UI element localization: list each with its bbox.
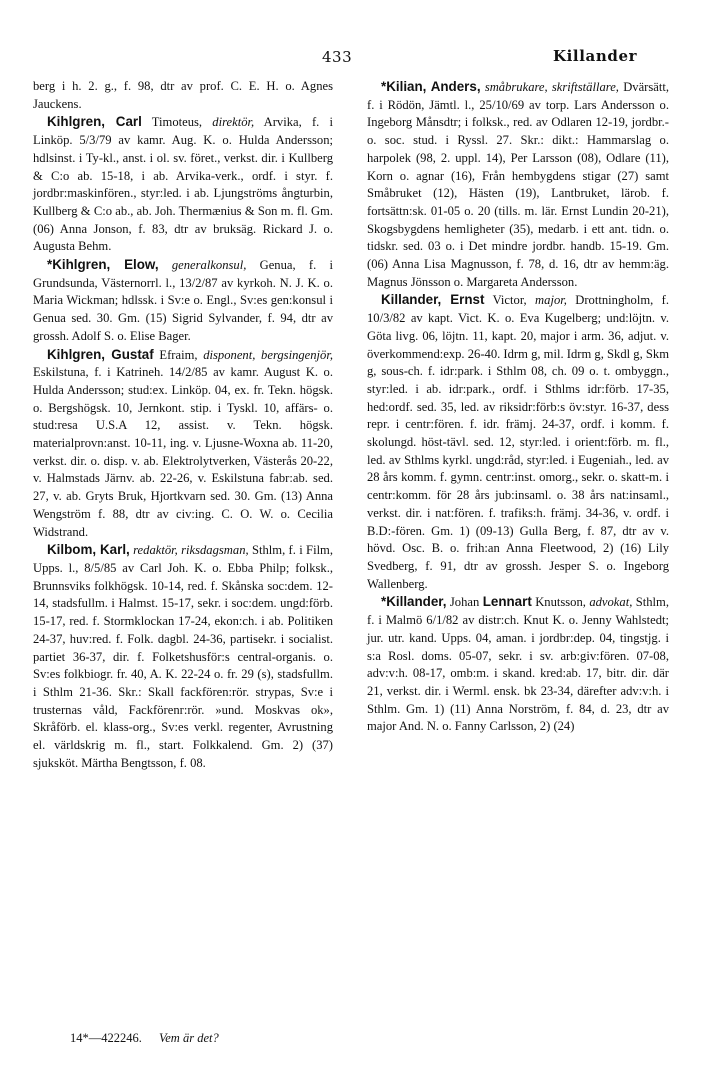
entry-text: Genua, f. i Grundsunda, Västernorrl. l., 13/2/87 av kyrkoh. N. J. K. o. Maria Wickman; hdlssk. i Sv:e o. Engl., Sv:es gen:konsul i Genua sed. 30. Gm. (15) Sigrid Sylvander, f. 94, dtr av grossh. Adolf S. o. Elise Bager. — [33, 258, 334, 343]
page-number: 433 — [322, 48, 353, 66]
footer — [70, 1031, 219, 1046]
entry-name: *Kilian, Anders, — [381, 79, 481, 94]
entry-name: Kihlgren, Carl — [47, 114, 142, 130]
right-column — [367, 78, 669, 736]
entry-text: Efraim, — [153, 347, 204, 362]
entry-name: *Killander, — [381, 594, 447, 610]
entry-name: Killander, Ernst — [381, 292, 485, 308]
entry-text: Dvärsätt, f. i Rödön, Jämtl. l., 25/10/69 av torp. Lars Andersson o. Ingeborg Månsdtr; i folksk., red. av Odlaren 12-19, jordbr.- o. soc. stud. i Ryssl. 27. Skr.: dikt.: Hammarslag o. harpolek (98, 2. uppl. 14), Per Larsson (08), Odlare (11), Korn o. agnar (16), Från hembygdens stigar (27) samt Småbruket (12), Hästen (19), Lantbruket, lärob. f. fortsättn:sk. 01-05 o. 20 (tills. m. lär. Ernst Lundin 20-21), Skogsbygdens hemligheter (35), medarb. i ett ant. tidn. o. tidskr. sed. 03 o. i Det mindre jordbr. handb. 15-19. Gm. (06) Anna Lisa Magnusson, f. 78, d. 16, dtr av hemm:äg. Magnus Jönsson o. Margareta Andersson. — [367, 80, 670, 289]
entry-text: Drottningholm, f. 10/3/82 av kapt. Vict. K. o. Eva Kugelberg; und:löjtn. v. Göta livg. 06, löjtn. 11, kapt. 20, major i arm. 36, adjut. v. överkommend:exp. 26-40. Idrm g, mil. Idrm g, Skdl g, Skm g, sous-ch. f. idr:park. i Sthlm 08, ch. 09 o. t. ombyggn., styr:led. i ab. idr:park., ordf. i Sthlms idr:förb. 17-35, hed:ordf. sed. 35, led. av riksidr:förb:s öv:styr. 16-37, dess repr. i centr:fören. f. idr. främj. 24-37, ordf. i komm. f. skolungd. höst-tävl. sed. 12, styr:led. i orient:förb. m. fl., led. av Sthlms kyrkl. ungd:råd, styr:led. i Eugeniah., led. av 28 års komm. f. gymn. centr:inst. omorg., sekr. o. skatt-m. i centr:komm. för 28 års jub:insaml. o. 38 års nat:insaml., verkst. dir. i nat:fören. f. trafiks:h. främj. 34-36, v. ordf. i B.D:-fören. Gm. 1) (09-13) Gulla Berg, f. 87, dtr av v. hövd. Osc. B. o. frih:an Anna Fleetwood, 2) (16) Lily Svedberg, f. 91, dtr av grossh. Jesper S. o. Ingeborg Wallenberg. — [367, 293, 669, 591]
entry-occupation: småbrukare, skriftställare, — [484, 80, 619, 94]
left-column — [33, 78, 333, 772]
entry-text: Knutsson, — [531, 595, 590, 610]
entry-occupation: advokat, — [589, 595, 633, 610]
biography-entry — [33, 541, 333, 772]
entry-occupation: disponent, bergsingenjör, — [203, 347, 333, 362]
entry-text: Johan — [446, 595, 483, 610]
entry-text — [159, 258, 172, 272]
entry-occupation: generalkonsul, — [171, 258, 247, 273]
running-head: Killander — [553, 47, 638, 65]
biography-entry — [367, 291, 669, 593]
entry-text: Arvika, f. i Linköp. 5/3/79 av kamr. Aug. K. o. Hulda Andersson; hdlsinst. i Ty-kl., anst. i ol. sv. föret., verkst. dir. i Kullberg & C:o ab. 15-18, i ab. Arvika-verk., ordf. i styr. f. jordbr:maskinfören., styr:led. i ab. Ljungströms ångturbin, Kullberg & C:o ab., ab. Joh. Thermænius & Son m. fl. Gm. (06) Anna Jonson, f. 83, dtr av bruksäg. Rickard J. o. Augusta Behm. — [33, 115, 333, 254]
entry-occupation: redaktör, riksdagsman, — [133, 543, 249, 558]
entry-name: Kilbom, Karl, — [47, 542, 130, 558]
entry-name: Kihlgren, Gustaf — [47, 346, 154, 362]
footer-note: Vem är det? — [159, 1031, 219, 1045]
biography-entry — [33, 78, 333, 113]
entry-occupation: major, — [535, 293, 567, 308]
biography-entry — [367, 78, 669, 291]
biography-entry — [367, 593, 669, 736]
entry-name: Lennart — [482, 594, 532, 610]
entry-name: *Kihlgren, Elow, — [47, 257, 159, 273]
biography-entry — [33, 256, 333, 346]
biography-entry — [33, 346, 333, 542]
entry-occupation: direktör, — [212, 115, 255, 130]
entry-text: Sthlm, f. i Film, Upps. l., 8/5/85 av Carl Joh. K. o. Ebba Philp; folksk., Brunnsviks folkhögsk. 10-14, red. f. Skånska soc:dem. 12-14, stadsfullm. i Halmst. 15-17, sekr. i soc:dem. ungd:förb. 15-17, red. f. Stormklockan 17-24, ekon:ch. i ab. Politiken 24-37, huv:red. f. Folk. dagbl. 24-36, partisekr. i socialist. partiet 36-37, dir. f. Folketshusför:s central-organis. o. Sv:es folkbiogr. fr. 40, A. K. 22-24 o. fr. 29 (s), stadsfullm. i Sthlm 21-36. Skr.: Skall fackfören:rör. strypas, Sv:e i trusternas våld, Fackförenr:rör. »und. Moskvas ok», Skråförb. el. klass-org., Sv:es verkl. regenter, Avrustning el. världskrig m. fl., start. Folkkalend. Gm. 2) (37) sjuksköt. Märtha Bengtsson, f. 08. — [33, 543, 334, 770]
entry-text: Victor, — [484, 293, 536, 308]
entry-text: Sthlm, f. i Malmö 6/1/82 av distr:ch. Knut K. o. Jenny Wahlstedt; jur. utr. kand. Upps. 04, aman. i jordbr:dep. 04, tingstjg. i s:a Rosl. doms. 05-07, sekr. i sv. arb:giv:fören. 07-08, adv:v:h. 08-17, omb:m. i skand. kred:ab. 17, bitr. dir. där 21, verkst. dir. i Werml. ensk. bk 23-34, därefter adv:v:h. i Sthlm. Gm. 1) (11) Anna Norström, f. 84, d. 23, dtr av major And. N. o. Fanny Carlsson, 2) (24) — [367, 595, 669, 734]
footer-signature: 14*—422246. — [70, 1031, 142, 1045]
entry-text: Eskilstuna, f. i Katrineh. 14/2/85 av kamr. August K. o. Hulda Andersson; stud:ex. Linköp. 04, ex. fr. Tekn. högsk. o. Bergshögsk. 10, Jernkont. stip. i Tyskl. 10, affärs- o. stud:resa U.S.A 12, assist. v. Tekn. högsk. materialprovn:anst. 10-11, ing. v. Ljusne-Woxna ab. 11-20, verkst. dir. o. disp. v. ab. Elektrolytverken, Västerås 20-22, v. Halmstads Järnv. ab. 22-26, v. Eskilstuna fabr:ab. sed. 27, v. ab. Gryts Bruk, Hjortkvarn sed. 30. Gm. (13) Anna Wengström f. 88, dtr av civ:ing. C. O. W. o. Cecilia Widstrand. — [33, 365, 333, 539]
entry-text: berg i h. 2. g., f. 98, dtr av prof. C. E. H. o. Agnes Jauckens. — [33, 79, 333, 111]
entry-text: Timoteus, — [141, 115, 213, 130]
biography-entry — [33, 113, 333, 256]
